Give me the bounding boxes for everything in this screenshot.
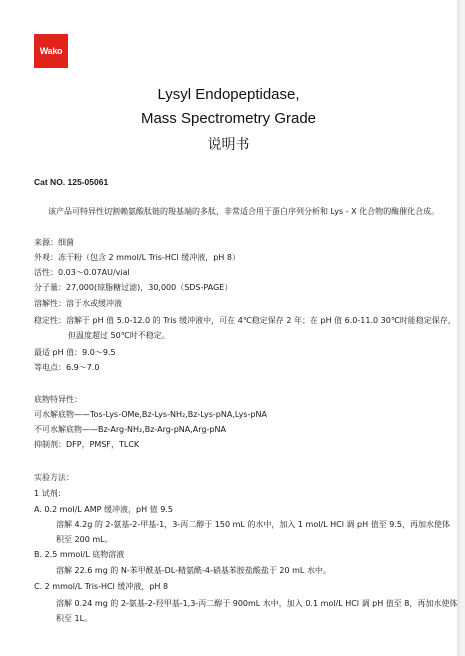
- non-hydrolyzable-substrates: 不可水解底物——Bz-Arg-NH₂,Bz-Arg-pNA,Arg-pNA: [34, 425, 226, 434]
- source-line: 来源：细菌: [34, 238, 74, 247]
- molecular-weight-line: 分子量：27,000(琼脂糖过滤)，30,000（SDS-PAGE）: [34, 283, 233, 292]
- wako-logo: [34, 34, 68, 68]
- reagent-c-title: C. 2 mmol/L Tris-HCl 缓冲液，pH 8: [34, 582, 169, 591]
- reagent-a-line-1: 溶解 4.2g 的 2-氨基-2-甲基-1，3-丙二醇于 150 mL 的水中，加入 1 mol/L HCl 调 pH 值至 9.5，再加水使体: [56, 520, 450, 529]
- logo-text: Wako: [39, 46, 63, 56]
- stability-line-1: 稳定性：溶解于 pH 值 5.0-12.0 的 Tris 缓冲液中，可在 4℃稳定保存 2 年；在 pH 值 6.0-11.0 30℃时能稳定保存，: [34, 316, 456, 325]
- reagent-c-line-2: 积至 1L。: [56, 614, 93, 623]
- substrate-heading: 底物特异性：: [34, 395, 82, 404]
- inhibitors-line: 抑制剂：DFP，PMSF，TLCK: [34, 440, 140, 449]
- solubility-line: 溶解性：溶于水或缓冲液: [34, 299, 122, 308]
- reagent-b-line-1: 溶解 22.6 mg 的 N-苯甲酰基-DL-精氨酰-4-硝基苯胺盐酸盐于 20 mL 水中。: [56, 566, 331, 575]
- title-line-2: Mass Spectrometry Grade: [140, 110, 317, 127]
- method-heading: 实验方法：: [34, 473, 74, 482]
- title-line-3: 说明书: [207, 136, 250, 152]
- optimal-ph-line: 最适 pH 值：9.0～9.5: [34, 348, 116, 357]
- intro-paragraph: 该产品可特异性切割赖氨酸肽链的羧基端的多肽，非常适合用于蛋白序列分析和 Lys - X 化合物的酶催化合成。: [48, 207, 440, 216]
- reagent-c-line-1: 溶解 0.24 mg 的 2-氨基-2-羟甲基-1,3-丙二醇于 900mL 水中，加入 0.1 mol/L HCl 调 pH 值至 8，再加水使体: [56, 599, 458, 608]
- reagent-a-title: A. 0.2 mol/L AMP 缓冲液，pH 值 9.5: [34, 505, 173, 514]
- reagent-b-title: B. 2.5 mmol/L 底物溶液: [34, 550, 125, 559]
- stability-line-2: 但温度超过 50℃时不稳定。: [68, 331, 170, 340]
- isoelectric-point-line: 等电点：6.9～7.0: [34, 363, 100, 372]
- hydrolyzable-substrates: 可水解底物——Tos-Lys-OMe,Bz-Lys-NH₂,Bz-Lys-pNA,Lys-pNA: [34, 410, 267, 419]
- appearance-line: 外观：冻干粉（包含 2 mmol/L Tris-HCl 缓冲液，pH 8）: [34, 253, 240, 262]
- reagents-heading: 1 试剂：: [34, 489, 66, 498]
- reagent-a-line-2: 积至 200 mL。: [56, 535, 113, 544]
- title-line-1: Lysyl Endopeptidase,: [157, 86, 300, 103]
- catalog-number: Cat NO. 125-05061: [34, 177, 109, 187]
- activity-line: 活性：0.03～0.07AU/vial: [34, 268, 130, 277]
